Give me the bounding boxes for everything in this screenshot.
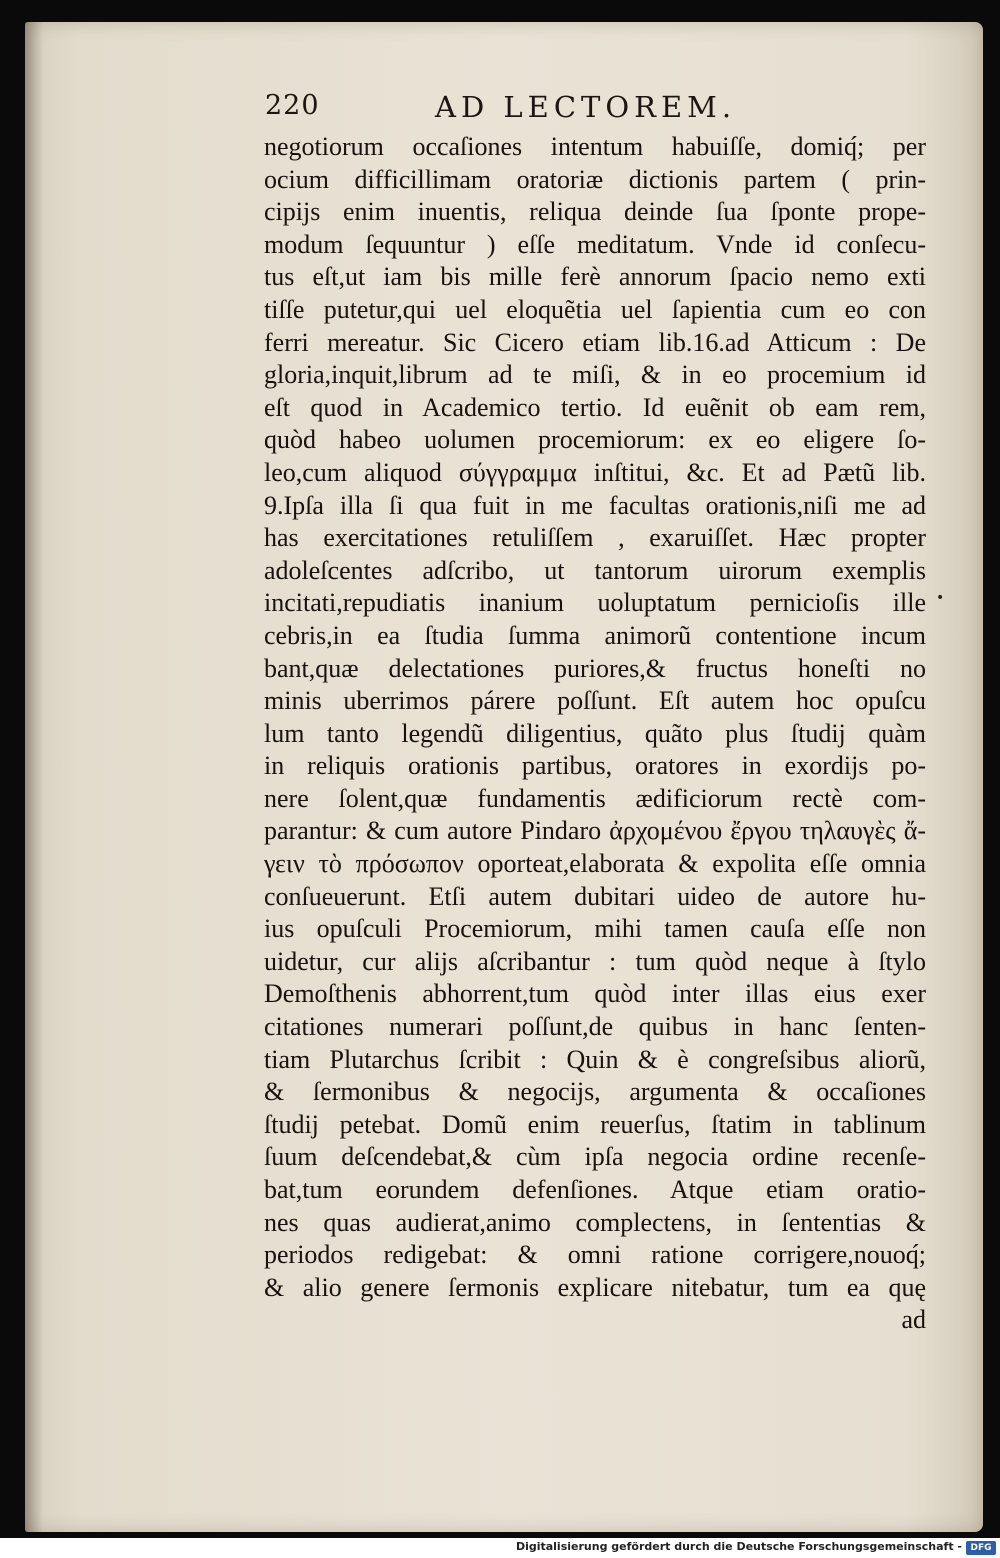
body-text: [264, 131, 926, 1337]
text-line: parantur: & cum autore Pindaro ἀρχομένου ἔργου τηλαυγὲς ἄ-: [264, 816, 926, 846]
text-line: nere ſolent,quæ fundamentis ædificiorum rectè com-: [264, 783, 926, 813]
text-line: ſtudij petebat. Domũ enim reuerſus, ſtatim in tablinum: [264, 1109, 926, 1139]
text-line: tus eſt,ut iam bis mille ferè annorum ſpacio nemo exti: [264, 262, 926, 292]
text-line: cebris,in ea ſtudia ſumma animorũ contentione incum: [264, 620, 926, 650]
text-line: bant,quæ delectationes puriores,& fructus honeſti no: [264, 653, 926, 683]
text-line: periodos redigebat: & omni ratione corrigere,nouoq́;: [264, 1240, 926, 1270]
funding-credit: Digitalisierung gefördert durch die Deutsche Forschungsgemeinschaft -: [515, 1540, 962, 1553]
text-line: ius opuſculi Procemiorum, mihi tamen cauſa eſſe non: [264, 914, 926, 944]
text-line: bat,tum eorundem defenſiones. Atque etiam oratio-: [264, 1175, 926, 1204]
text-line: negotiorum occaſiones intentum habuiſſe, domiq́; per: [264, 132, 926, 161]
text-line: in reliquis orationis partibus, oratores in exordijs po-: [264, 751, 926, 781]
text-line: & alio genere ſermonis explicare nitebatur, tum ea quę: [264, 1272, 926, 1302]
text-line: leo,cum aliquod σύγγραμμα inſtitui, &c. Et ad Pætũ lib.: [264, 457, 926, 487]
text-line: ocium difficillimam oratoriæ dictionis partem ( prin-: [264, 164, 926, 194]
text-line: quòd habeo uolumen procemiorum: ex eo eligere ſo-: [264, 425, 926, 455]
text-line: eſt quod in Academico tertio. Id euẽnit ob eam rem,: [264, 392, 926, 422]
text-line: & ſermonibus & negocijs, argumenta & occaſiones: [264, 1077, 926, 1107]
text-line: ad: [901, 1305, 926, 1335]
text-line: γειν τὸ πρόσωπον oporteat,elaborata & expolita eſſe omnia: [264, 849, 926, 879]
text-line: cipijs enim inuentis, reliqua deinde ſua ſponte prope-: [264, 197, 926, 227]
text-line: tiſſe putetur,qui uel eloquẽtia uel ſapientia cum eo con: [264, 294, 926, 324]
text-line: tiam Plutarchus ſcribit : Quin & è congreſsibus aliorũ,: [264, 1044, 926, 1074]
text-line: ferri mereatur. Sic Cicero etiam lib.16.ad Atticum : De: [264, 327, 926, 357]
text-line: 9.Ipſa illa ſi qua fuit in me facultas orationis,niſi me ad: [264, 490, 926, 520]
text-line: lum tanto legendũ diligentius, quãto plus ſtudij quàm: [264, 718, 926, 748]
text-line: has exercitationes retuliſſem , exaruiſſet. Hæc propter: [264, 523, 926, 553]
text-line: adoleſcentes adſcribo, ut tantorum uirorum exemplis: [264, 555, 926, 585]
text-line: incitati,repudiatis inanium uoluptatum pernicioſis ille: [264, 588, 926, 618]
text-line: citationes numerari poſſunt,de quibus in hanc ſenten-: [264, 1012, 926, 1042]
dfg-logo: DFG: [966, 1541, 996, 1555]
text-line: gloria,inquit,librum ad te miſi, & in eo procemium id: [264, 360, 926, 390]
page-gutter-shadow: [25, 22, 43, 1532]
text-line: nes quas audierat,animo complectens, in ſententias &: [264, 1207, 926, 1237]
text-line: Demoſthenis abhorrent,tum quòd inter illas eius exer: [264, 979, 926, 1009]
text-line: conſueuerunt. Etſi autem dubitari uideo de autore hu-: [264, 881, 926, 911]
text-line: uidetur, cur alijs aſcribantur : tum quòd neque à ſtylo: [264, 946, 926, 976]
text-line: modum ſequuntur ) eſſe meditatum. Vnde id conſecu-: [264, 229, 926, 259]
text-line: ſuum deſcendebat,& cùm ipſa negocia ordine recenſe-: [264, 1142, 926, 1172]
page-header: [265, 90, 925, 134]
folio-number: 220: [265, 90, 320, 121]
margin-mark: •: [936, 590, 945, 606]
digitization-footer: [0, 1538, 1000, 1558]
running-title: AD LECTOREM.: [435, 90, 737, 124]
text-line: minis uberrimos párere poſſunt. Eſt autem hoc opuſcu: [264, 686, 926, 716]
